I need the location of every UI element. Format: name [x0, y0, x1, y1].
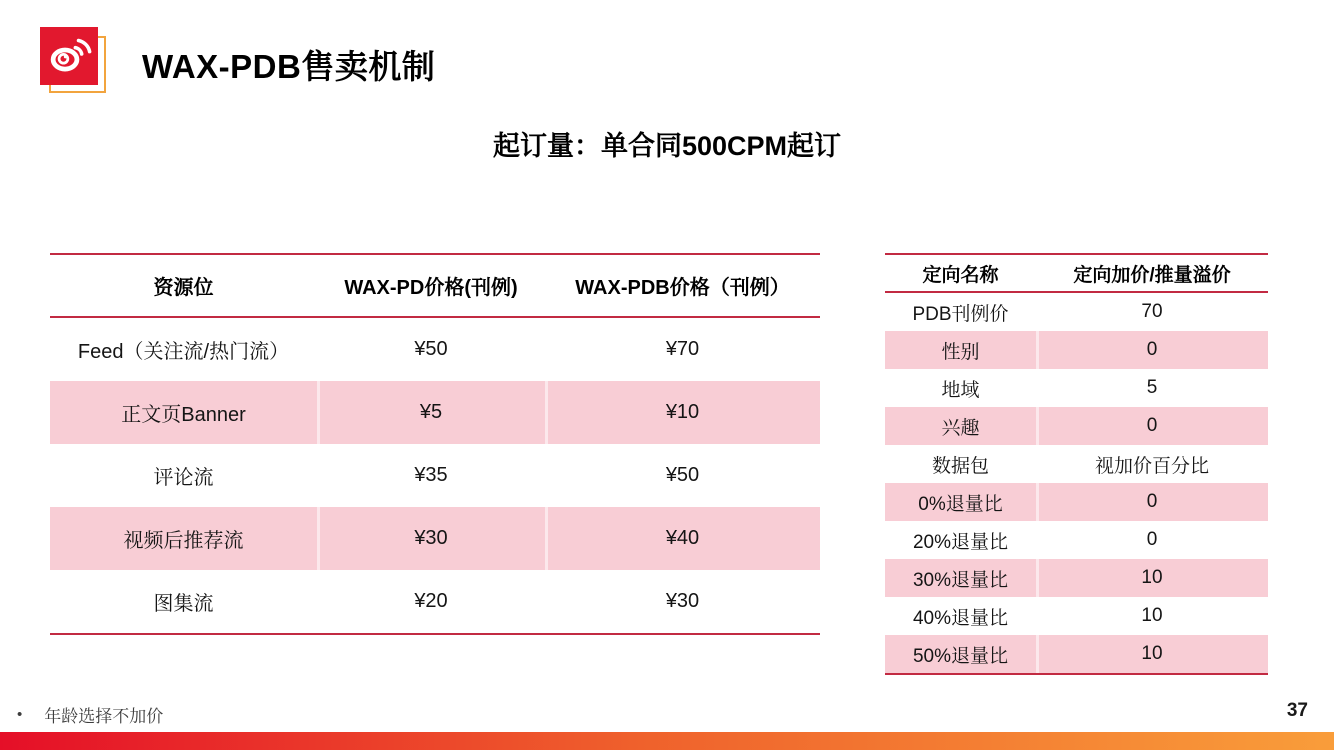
table-cell: 0 — [1036, 407, 1268, 445]
table-row — [50, 444, 820, 507]
footer-note — [17, 702, 163, 727]
table-row — [50, 507, 820, 570]
table-row — [885, 635, 1268, 673]
table-cell: ¥30 — [317, 507, 545, 570]
table-cell: ¥50 — [317, 318, 545, 381]
table-cell: 视加价百分比 — [1036, 445, 1268, 483]
weibo-eye-icon — [46, 31, 92, 82]
table-header-row — [885, 255, 1268, 293]
table-cell: 0%退量比 — [918, 493, 1003, 515]
table-cell: 性别 — [941, 341, 980, 363]
table-cell: 10 — [1036, 635, 1268, 673]
table-cell: ¥35 — [317, 444, 545, 507]
logo-red-square — [40, 27, 98, 85]
table-row — [885, 445, 1268, 483]
table-cell: PDB刊例价 — [912, 303, 1009, 325]
column-header: WAX-PD价格(刊例) — [344, 277, 518, 299]
page-number: 37 — [1286, 700, 1308, 721]
table-row — [885, 521, 1268, 559]
table-row — [885, 369, 1268, 407]
weibo-logo — [40, 27, 110, 97]
table-cell: 70 — [1036, 293, 1268, 331]
table-cell: ¥20 — [317, 570, 545, 633]
table-cell: 10 — [1036, 597, 1268, 635]
table-header-row — [50, 255, 820, 318]
table-row — [885, 559, 1268, 597]
targeting-markup-table — [885, 253, 1268, 675]
table-cell: 0 — [1036, 483, 1268, 521]
table-cell: 视频后推荐流 — [123, 530, 244, 552]
table-cell: 地域 — [941, 379, 980, 401]
table-row — [885, 331, 1268, 369]
table-cell: 数据包 — [931, 455, 989, 477]
resource-price-table — [50, 253, 820, 635]
table-cell: 40%退量比 — [912, 607, 1009, 629]
table-cell: Feed（关注流/热门流） — [77, 341, 290, 363]
table-cell: 20%退量比 — [912, 531, 1009, 553]
table-cell: 0 — [1036, 331, 1268, 369]
table-cell: 30%退量比 — [912, 569, 1009, 591]
table-row — [885, 483, 1268, 521]
footer-note-text: 年龄选择不加价 — [44, 707, 164, 726]
table-cell: 评论流 — [153, 467, 214, 489]
column-header: 定向名称 — [922, 264, 999, 286]
table-row — [885, 293, 1268, 331]
table-cell: 正文页Banner — [121, 404, 246, 426]
column-header: 资源位 — [153, 277, 214, 299]
bullet-icon: • — [17, 706, 23, 723]
table-cell: 图集流 — [153, 593, 214, 615]
column-header: WAX-PDB价格（刊例） — [575, 277, 790, 299]
table-cell: 10 — [1036, 559, 1268, 597]
column-header: 定向加价/推量溢价 — [1073, 264, 1231, 286]
table-row — [885, 407, 1268, 445]
bottom-gradient-bar — [0, 732, 1334, 750]
page-title: WAX-PDB售卖机制 — [142, 48, 436, 85]
table-row — [885, 597, 1268, 635]
table-row — [50, 381, 820, 444]
table-cell: ¥10 — [545, 381, 820, 444]
table-cell: 50%退量比 — [912, 645, 1009, 667]
subtitle: 起订量：单合同500CPM起订 — [492, 131, 842, 161]
table-cell: ¥30 — [545, 570, 820, 633]
table-cell: 兴趣 — [941, 417, 980, 439]
table-cell: ¥5 — [317, 381, 545, 444]
table-cell: ¥50 — [545, 444, 820, 507]
table-row — [50, 570, 820, 633]
table-cell: 0 — [1036, 521, 1268, 559]
table-cell: ¥40 — [545, 507, 820, 570]
table-row — [50, 318, 820, 381]
table-cell: 5 — [1036, 369, 1268, 407]
table-cell: ¥70 — [545, 318, 820, 381]
